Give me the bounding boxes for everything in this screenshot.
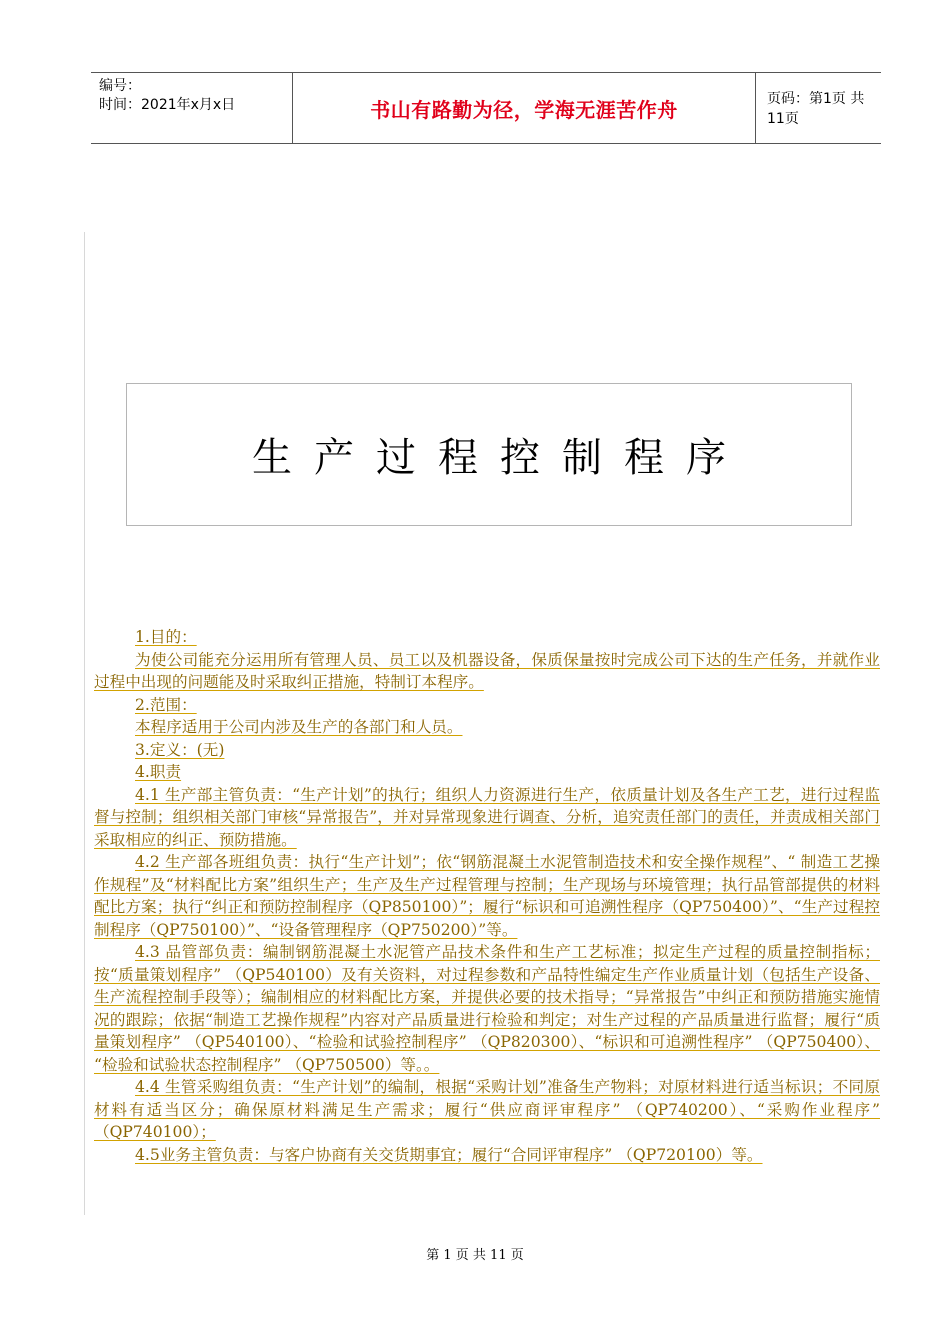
section-paragraph: 2.范围： bbox=[135, 695, 197, 714]
section-paragraph: 4.职责 bbox=[135, 763, 182, 781]
header-motto: 书山有路勤为径，学海无涯苦作舟 bbox=[370, 97, 678, 122]
header-meta bbox=[99, 77, 289, 115]
section-paragraph: 3.定义：(无) bbox=[135, 740, 225, 759]
section-paragraph: 本程序适用于公司内涉及生产的各部门和人员。 bbox=[135, 718, 463, 736]
section-paragraph: 4.1 生产部主管负责：“生产计划”的执行；组织人力资源进行生产，依质量计划及各生产工艺，进行过程监督与控制；组织相关部门审核“异常报告”，并对异常现象进行调查、分析，追究责任部门的责任，并责成相关部门采取相应的纠正、预防措施。 bbox=[94, 785, 880, 849]
page-footer: 第 1 页 共 11 页 bbox=[426, 1248, 524, 1263]
document-title: 生产过程控制程序 bbox=[252, 435, 748, 481]
left-margin-line bbox=[84, 232, 85, 1215]
section-paragraph: 4.2 生产部各班组负责：执行“生产计划”；依“钢筋混凝土水泥管制造技术和安全操作规程”、“ 制造工艺操作规程”及“材料配比方案”组织生产；生产及生产过程管理与控制；生产现场与环境管理；执行品管部提供的材料配比方案；执行“纠正和预防控制程序（QP850100）”；履行“标识和可追溯性程序（QP750400）”、“生产过程控制程序（QP750100）”、“设备管理程序（QP750200）”等。 bbox=[94, 853, 880, 939]
title-box bbox=[126, 383, 852, 526]
section-paragraph: 1.目的： bbox=[135, 628, 197, 646]
serial-label: 编号： bbox=[99, 78, 141, 94]
header-divider bbox=[755, 73, 756, 143]
section-paragraph: 4.5业务主管负责：与客户协商有关交货期事宜；履行“合同评审程序” （QP720100）等。 bbox=[135, 1145, 763, 1164]
section-paragraph: 4.3 品管部负责：编制钢筋混凝土水泥管产品技术条件和生产工艺标准；拟定生产过程的质量控制指标；按“质量策划程序” （QP540100）及有关资料，对过程参数和产品特性编定生产作业质量计划（包括生产设备、生产流程控制手段等）；编制相应的材料配比方案，并提供必要的技术指导；“异常报告”中纠正和预防措施实施情况的跟踪；依据“制造工艺操作规程”内容对产品质量进行检验和判定；对生产过程的产品质量进行监督；履行“质量策划程序” （QP540100）、“检验和试验控制程序” （QP820300）、“标识和可追溯性程序” （QP750400）、 “检验和试验状态控制程序” （QP750500）等。。 bbox=[94, 943, 880, 1074]
section-paragraph: 4.4 生管采购组负责：“生产计划”的编制，根据“采购计划”准备生产物料；对原材料进行适当标识；不同原材料有适当区分；确保原材料满足生产需求；履行“供应商评审程序” （QP740200）、“采购作业程序” （QP740100）； bbox=[94, 1078, 880, 1141]
section-paragraph: 为使公司能充分运用所有管理人员、员工以及机器设备，保质保量按时完成公司下达的生产任务，并就作业过程中出现的问题能及时采取纠正措施，特制订本程序。 bbox=[94, 650, 880, 691]
header-table bbox=[91, 72, 881, 144]
header-page-label: 页码：第1页 共11页 bbox=[767, 91, 865, 127]
document-body bbox=[94, 626, 880, 1166]
time-label: 时间：2021年x月x日 bbox=[99, 97, 236, 113]
